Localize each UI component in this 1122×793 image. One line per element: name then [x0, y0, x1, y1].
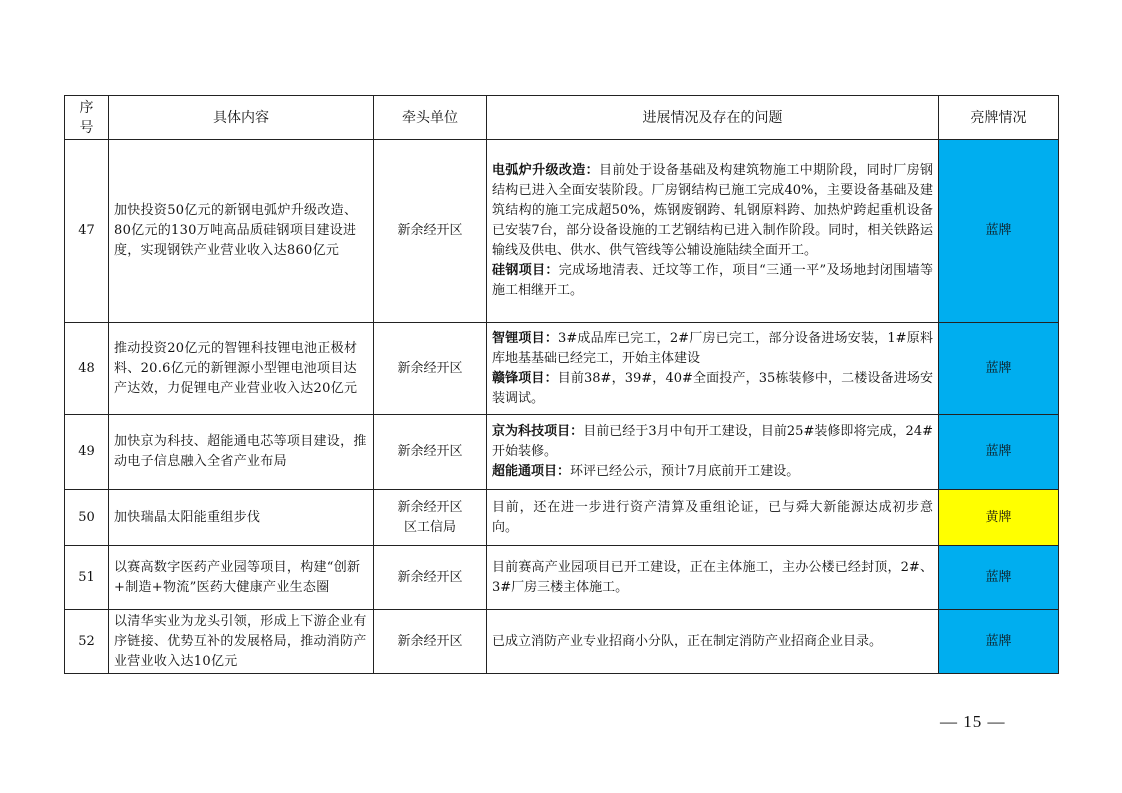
progress-text: 完成场地清表、迁坟等工作，项目“三通一平”及场地封闭围墙等施工相继开工。	[492, 263, 933, 298]
row-seq: 48	[65, 323, 109, 415]
header-status: 亮牌情况	[939, 96, 1059, 140]
progress-text: 3#成品库已完工，2#厂房已完工，部分设备进场安装，1#原料库地基基础已经完工，开始主体建设	[492, 330, 933, 366]
progress-paragraph	[492, 498, 933, 538]
status-badge: 蓝牌	[939, 610, 1059, 674]
row-progress	[487, 415, 939, 490]
table-header-row	[65, 96, 1059, 140]
row-seq: 47	[65, 140, 109, 323]
row-seq: 51	[65, 546, 109, 610]
row-content: 加快京为科技、超能通电芯等项目建设，推动电子信息融入全省产业布局	[109, 415, 374, 490]
unit-line: 新余经开区	[397, 499, 463, 515]
progress-label: 硅钢项目：	[492, 263, 559, 278]
row-unit: 新余经开区	[374, 546, 487, 610]
progress-text: 目前已经于3月中旬开工建设，目前25#装修即将完成，24#开始装修。	[492, 424, 933, 459]
progress-paragraph	[492, 261, 933, 301]
row-unit: 新余经开区	[374, 415, 487, 490]
page-number: — 15 —	[940, 712, 1006, 731]
status-badge: 蓝牌	[939, 140, 1059, 323]
progress-label: 超能通项目：	[492, 464, 571, 479]
progress-text: 环评已经公示，预计7月底前开工建设。	[570, 464, 800, 479]
row-progress	[487, 490, 939, 546]
header-content: 具体内容	[109, 96, 374, 140]
progress-paragraph	[492, 329, 933, 369]
progress-paragraph	[492, 462, 933, 482]
progress-label: 智锂项目：	[492, 330, 559, 346]
row-unit	[374, 490, 487, 546]
header-unit: 牵头单位	[374, 96, 487, 140]
table-row	[65, 490, 1059, 546]
progress-paragraph	[492, 161, 933, 261]
unit-line: 区工信局	[403, 519, 456, 535]
row-progress	[487, 546, 939, 610]
table-row	[65, 415, 1059, 490]
row-unit: 新余经开区	[374, 610, 487, 674]
row-content: 推动投资20亿元的智锂科技锂电池正极材料、20.6亿元的新锂源小型锂电池项目达产达效，力促锂电产业营业收入达20亿元	[109, 323, 374, 415]
progress-text: 目前处于设备基础及构建筑物施工中期阶段，同时厂房钢结构已进入全面安装阶段。厂房钢结构已施工完成40%，主要设备基础及建筑结构的施工完成超50%，炼钢废钢跨、轧钢原料跨、加热炉跨起重机设备已安装7台，部分设备设施的工艺钢结构已进入制作阶段。同时，相关铁路运输线及供电、供水、供气管线等公辅设施陆续全面开工。	[492, 163, 933, 258]
progress-label: 赣锋项目：	[492, 370, 558, 386]
progress-text: 目前赛高产业园项目已开工建设，正在主体施工，主办公楼已经封顶，2#、3#厂房三楼主体施工。	[492, 559, 933, 595]
status-badge: 蓝牌	[939, 546, 1059, 610]
table-row	[65, 610, 1059, 674]
progress-paragraph	[492, 369, 933, 409]
row-progress	[487, 140, 939, 323]
progress-paragraph	[492, 558, 933, 598]
status-badge: 蓝牌	[939, 415, 1059, 490]
row-unit: 新余经开区	[374, 140, 487, 323]
progress-paragraph	[492, 422, 933, 462]
row-content: 以赛高数字医药产业园等项目，构建“创新+制造+物流”医药大健康产业生态圈	[109, 546, 374, 610]
header-seq: 序号	[65, 96, 109, 140]
row-content: 加快瑞晶太阳能重组步伐	[109, 490, 374, 546]
row-seq: 50	[65, 490, 109, 546]
progress-text: 目前，还在进一步进行资产清算及重组论证，已与舜大新能源达成初步意向。	[492, 499, 933, 535]
table-row	[65, 323, 1059, 415]
table-row	[65, 546, 1059, 610]
header-progress: 进展情况及存在的问题	[487, 96, 939, 140]
row-content: 以清华实业为龙头引领，形成上下游企业有序链接、优势互补的发展格局，推动消防产业营业收入达10亿元	[109, 610, 374, 674]
table-row	[65, 140, 1059, 323]
progress-text: 目前38#，39#，40#全面投产，35栋装修中，二楼设备进场安装调试。	[492, 370, 933, 406]
status-badge: 黄牌	[939, 490, 1059, 546]
row-progress	[487, 323, 939, 415]
status-badge: 蓝牌	[939, 323, 1059, 415]
row-seq: 52	[65, 610, 109, 674]
row-progress	[487, 610, 939, 674]
progress-label: 电弧炉升级改造：	[492, 163, 599, 178]
row-content: 加快投资50亿元的新钢电弧炉升级改造、80亿元的130万吨高品质硅钢项目建设进度，实现钢铁产业营业收入达860亿元	[109, 140, 374, 323]
progress-text: 已成立消防产业专业招商小分队，正在制定消防产业招商企业目录。	[492, 633, 883, 649]
progress-table	[64, 95, 1059, 674]
row-unit: 新余经开区	[374, 323, 487, 415]
progress-paragraph	[492, 632, 933, 652]
progress-label: 京为科技项目：	[492, 424, 584, 439]
row-seq: 49	[65, 415, 109, 490]
